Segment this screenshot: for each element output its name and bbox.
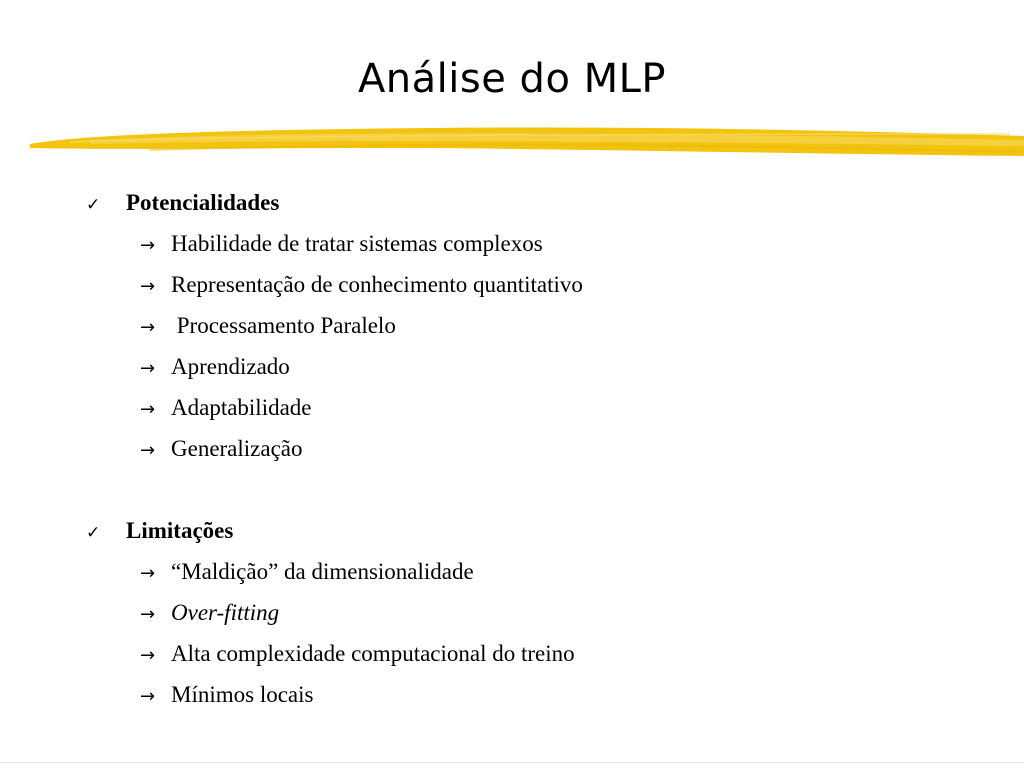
list-item-text: Alta complexidade computacional do treino (171, 641, 575, 666)
list-item (140, 557, 474, 587)
check-icon: ✓ (86, 195, 101, 215)
list-item (140, 434, 303, 464)
list-item-text: Mínimos locais (171, 682, 314, 707)
slide-title: Análise do MLP (357, 56, 667, 102)
arrow-right-icon: → (140, 440, 156, 461)
list-item-text: Representação de conhecimento quantitativo (171, 272, 583, 297)
arrow-right-icon: → (140, 358, 156, 379)
list-item (140, 270, 583, 300)
list-item (140, 393, 312, 423)
list-item-text: Adaptabilidade (171, 395, 312, 420)
bottom-divider (0, 762, 1024, 763)
arrow-right-icon: → (140, 604, 156, 625)
check-icon: ✓ (86, 523, 101, 543)
arrow-right-icon: → (140, 235, 156, 256)
section-heading-limitacoes (86, 516, 233, 546)
list-item (140, 311, 396, 341)
arrow-right-icon: → (140, 276, 156, 297)
list-item-text: Generalização (171, 436, 303, 461)
list-item-text: Over-fitting (171, 600, 280, 625)
list-item (140, 598, 279, 628)
arrow-right-icon: → (140, 563, 156, 584)
list-item-text: “Maldição” da dimensionalidade (171, 559, 474, 584)
arrow-right-icon: → (140, 399, 156, 420)
list-item (140, 352, 290, 382)
list-item (140, 639, 575, 669)
arrow-right-icon: → (140, 645, 156, 666)
arrow-right-icon: → (140, 686, 156, 707)
list-item (140, 680, 313, 710)
list-item-text: Processamento Paralelo (171, 313, 396, 338)
arrow-right-icon: → (140, 317, 156, 338)
section-heading-text: Limitações (126, 518, 234, 543)
list-item (140, 229, 543, 259)
section-heading-potencialidades (86, 188, 279, 218)
list-item-text: Habilidade de tratar sistemas complexos (171, 231, 543, 256)
section-heading-text: Potencialidades (126, 190, 280, 215)
list-item-text: Aprendizado (171, 354, 290, 379)
